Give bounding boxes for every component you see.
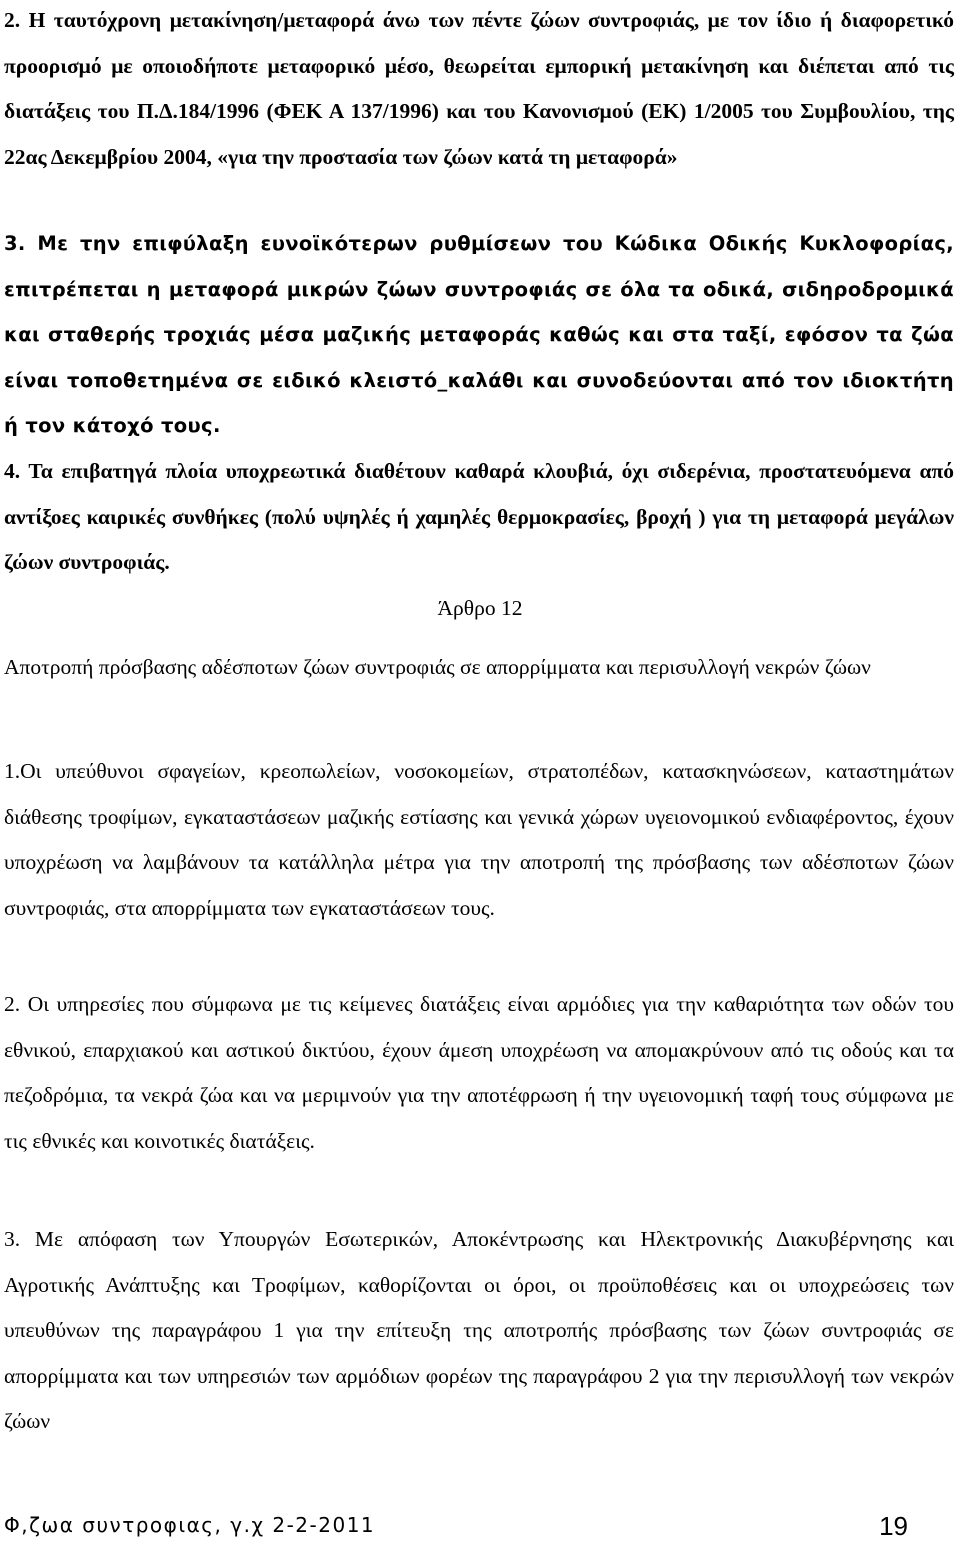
footer-document-label: Φ,ζωα συντροφιας, γ.χ 2-2-2011: [4, 1513, 376, 1537]
article-paragraph-1: 1.Οι υπεύθυνοι σφαγείων, κρεοπωλείων, νοσοκομείων, στρατοπέδων, κατασκηνώσεων, καταστημάτων διάθεσης τροφίμων, εγκαταστάσεων μαζικής εστίασης και γενικά χώρων υγειονομικού ενδιαφέροντος, έχουν υποχρέωση να λαμβάνουν τα κατάλληλα μέτρα για την αποτροπή της πρόσβασης των αδέσποτων ζώων συντροφιάς, στα απορρίμματα των εγκαταστάσεων τους.: [4, 759, 954, 920]
paragraph-4: 4. Τα επιβατηγά πλοία υποχρεωτικά διαθέτουν καθαρά κλουβιά, όχι σιδερένια, προστατευόμενα από αντίξοες καιρικές συνθήκες (πολύ υψηλές ή χαμηλές θερμοκρασίες, βροχή ) για τη μεταφορά μεγάλων ζώων συντροφιάς.: [4, 459, 954, 574]
paragraph-2: 2. Η ταυτόχρονη μετακίνηση/μεταφορά άνω των πέντε ζώων συντροφιάς, με τον ίδιο ή διαφορετικό προορισμό με οποιοδήποτε μεταφορικό μέσο, θεωρείται εμπορική μετακίνηση και διέπεται από τις διατάξεις του Π.Δ.184/1996 (ΦΕΚ Α 137/1996) και του Κανονισμού (ΕΚ) 1/2005 του Συμβουλίου, της 22ας Δεκεμβρίου 2004, «για την προστασία των ζώων κατά τη μεταφορά»: [4, 8, 954, 169]
article-paragraph-2: 2. Οι υπηρεσίες που σύμφωνα με τις κείμενες διατάξεις είναι αρμόδιες για την καθαριότητα των οδών του εθνικού, επαρχιακού και αστικού δικτύου, έχουν άμεση υποχρέωση να απομακρύνουν από τις οδούς και τα πεζοδρόμια, τα νεκρά ζώα και να μεριμνούν για την αποτέφρωση ή την υγειονομική ταφή τους σύμφωνα με τις εθνικές και κοινοτικές διατάξεις.: [4, 992, 954, 1153]
paragraph-3: 3. Με την επιφύλαξη ευνοϊκότερων ρυθμίσεων του Κώδικα Οδικής Κυκλοφορίας, επιτρέπεται η μεταφορά μικρών ζώων συντροφιάς σε όλα τα οδικά, σιδηροδρομικά και σταθερής τροχιάς μέσα μαζικής μεταφοράς καθώς και στα ταξί, εφόσον τα ζώα είναι τοποθετημένα σε ειδικό κλειστό_καλάθι και συνοδεύονται από τον ιδιοκτήτη ή τον κάτοχό τους.: [4, 232, 954, 437]
article-paragraph-3: 3. Με απόφαση των Υπουργών Εσωτερικών, Αποκέντρωσης και Ηλεκτρονικής Διακυβέρνησης και Αγροτικής Ανάπτυξης και Τροφίμων, καθορίζονται οι όροι, οι προϋποθέσεις και οι υποχρεώσεις των υπευθύνων της παραγράφου 1 για την επίτευξη της αποτροπής πρόσβασης των ζώων συντροφιάς σε απορρίμματα και των υπηρεσιών των αρμόδιων φορέων της παραγράφου 2 για την περισυλλογή των νεκρών ζώων: [4, 1227, 954, 1433]
article-heading: Άρθρο 12: [437, 596, 523, 620]
page-number: 19: [879, 1511, 908, 1541]
article-title: Αποτροπή πρόσβασης αδέσποτων ζώων συντροφιάς σε απορρίμματα και περισυλλογή νεκρών ζώων: [4, 655, 871, 679]
